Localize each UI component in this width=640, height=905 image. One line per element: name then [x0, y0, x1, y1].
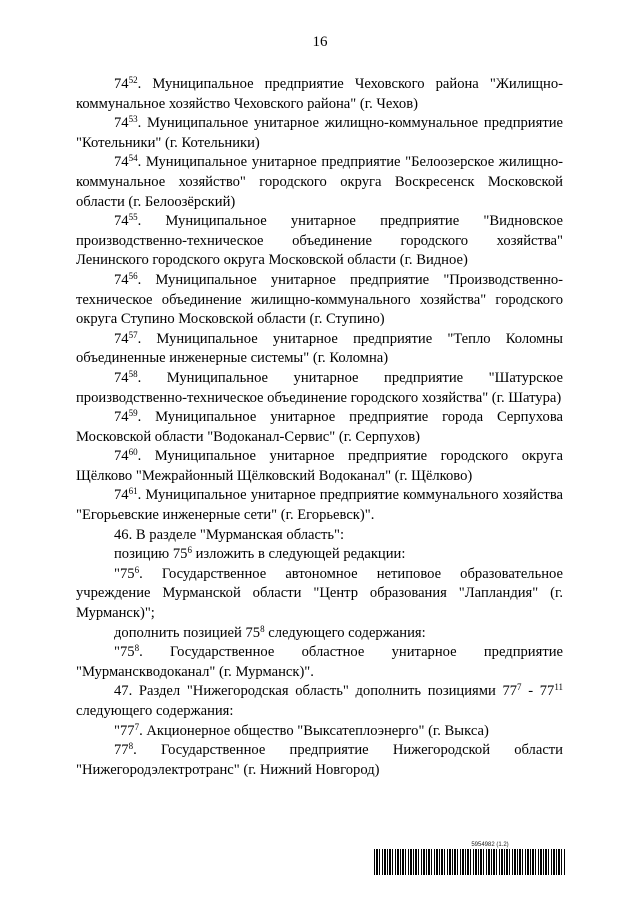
paragraph	[76, 682, 563, 721]
paragraph-text: 74	[114, 330, 129, 347]
paragraph	[76, 565, 563, 624]
superscript: 52	[128, 75, 138, 85]
paragraph-text: . Муниципальное унитарное предприятие городского округа Щёлково "Межрайонный Щёлковский Водоканал" (г. Щёлково)	[76, 448, 563, 484]
superscript: 7	[134, 721, 140, 732]
paragraph	[76, 114, 563, 153]
superscript: 55	[128, 212, 138, 223]
superscript: 57	[128, 329, 138, 340]
paragraph-text: - 77	[521, 683, 555, 700]
paragraph-text: 46. В разделе "Мурманская область":	[114, 526, 345, 543]
paragraph	[76, 741, 563, 780]
barcode-block	[374, 842, 566, 875]
paragraph-text: . Муниципальное унитарное жилищно-коммунальное предприятие "Котельники" (г. Котельники)	[76, 115, 563, 151]
paragraph	[76, 153, 563, 212]
document-body	[76, 75, 563, 780]
paragraph	[76, 330, 563, 369]
paragraph	[76, 624, 563, 644]
superscript: 56	[128, 270, 138, 281]
paragraph-text: . Муниципальное унитарное предприятие города Серпухова Московской области "Водоканал-Сервис" (г. Серпухов)	[76, 409, 563, 445]
superscript: 59	[128, 408, 138, 419]
paragraph-text: . Муниципальное предприятие Чеховского района "Жилищно-коммунальное хозяйство Чеховского района" (г. Чехов)	[76, 76, 563, 112]
paragraph-text: 47. Раздел "Нижегородская область" дополнить позициями 77	[114, 683, 518, 700]
paragraph-text: позицию 75	[114, 546, 188, 563]
paragraph-text: . Государственное областное унитарное предприятие "Мурманскводоканал" (г. Мурманск)".	[76, 644, 563, 680]
paragraph	[76, 75, 563, 114]
superscript: 53	[128, 114, 138, 125]
paragraph-text: 74	[114, 76, 129, 92]
barcode-image	[374, 849, 566, 875]
paragraph	[76, 271, 563, 330]
paragraph-text: . Государственное предприятие Нижегородской области "Нижегородэлектротранс" (г. Нижний Новгород)	[76, 742, 563, 778]
page-number: 16	[312, 34, 328, 50]
paragraph	[76, 447, 563, 486]
paragraph-text: 74	[114, 448, 129, 465]
paragraph-text: . Муниципальное унитарное предприятие "Производственно-техническое объединение жилищно-коммунального хозяйства" городского округа Ступино Московской области (г. Ступино)	[76, 271, 563, 328]
paragraph	[76, 369, 563, 408]
paragraph-text: . Муниципальное унитарное предприятие "Видновское производственно-техническое объединение городского хозяйства" Ленинского городского округа Московской области (г. Видное)	[76, 213, 563, 269]
paragraph-text: 74	[114, 369, 129, 386]
paragraph-text: "77	[114, 722, 135, 739]
superscript: 8	[128, 741, 134, 752]
paragraph	[76, 526, 563, 546]
paragraph	[76, 212, 563, 271]
paragraph-text: 77	[114, 742, 129, 759]
paragraph-text: 74	[114, 154, 129, 171]
paragraph-text: 74	[114, 271, 129, 288]
superscript: 6	[134, 564, 140, 575]
paragraph-text: . Муниципальное унитарное предприятие коммунального хозяйства "Егорьевские инженерные сети" (г. Егорьевск)".	[76, 487, 563, 524]
paragraph-text: . Муниципальное унитарное предприятие "Белоозерское жилищно-коммунальное хозяйство" городского округа Воскресенск Московской области (г. Белоозёрский)	[76, 154, 563, 210]
superscript: 8	[260, 623, 265, 634]
paragraph-text: . Муниципальное унитарное предприятие "Шатурское производственно-техническое объединение городского хозяйства" (г. Шатура)	[76, 369, 563, 406]
barcode-id: 5954982 (1.2)	[471, 842, 509, 848]
superscript: 58	[128, 368, 138, 379]
paragraph	[76, 643, 563, 682]
paragraph	[76, 486, 563, 525]
paragraph-text: . Государственное автономное нетиповое образовательное учреждение Мурманской области "Центр образования "Лапландия" (г. Мурманск)";	[76, 565, 563, 622]
paragraph-text: следующего содержания:	[264, 624, 426, 641]
paragraph-text: следующего содержания:	[76, 703, 234, 719]
paragraph-text: 74	[114, 115, 129, 132]
superscript: 6	[187, 545, 192, 556]
superscript: 8	[134, 643, 140, 654]
superscript: 7	[517, 682, 522, 693]
superscript: 54	[128, 153, 138, 164]
paragraph-text: . Муниципальное унитарное предприятие "Тепло Коломны объединенные инженерные системы" (г. Коломна)	[76, 330, 563, 367]
paragraph	[76, 545, 563, 565]
paragraph-text: дополнить позицией 75	[114, 624, 261, 641]
superscript: 11	[554, 682, 563, 693]
paragraph-text: изложить в следующей редакции:	[191, 546, 406, 563]
paragraph-text: "75	[114, 565, 135, 582]
paragraph	[76, 408, 563, 447]
paragraph-text: 74	[114, 487, 129, 504]
paragraph	[76, 722, 563, 742]
paragraph-text: 74	[114, 409, 129, 426]
paragraph-text: 74	[114, 213, 129, 230]
paragraph-text: "75	[114, 644, 135, 661]
superscript: 61	[128, 486, 138, 497]
paragraph-text: . Акционерное общество "Выксатеплоэнерго" (г. Выкса)	[139, 722, 489, 739]
superscript: 60	[128, 447, 138, 458]
